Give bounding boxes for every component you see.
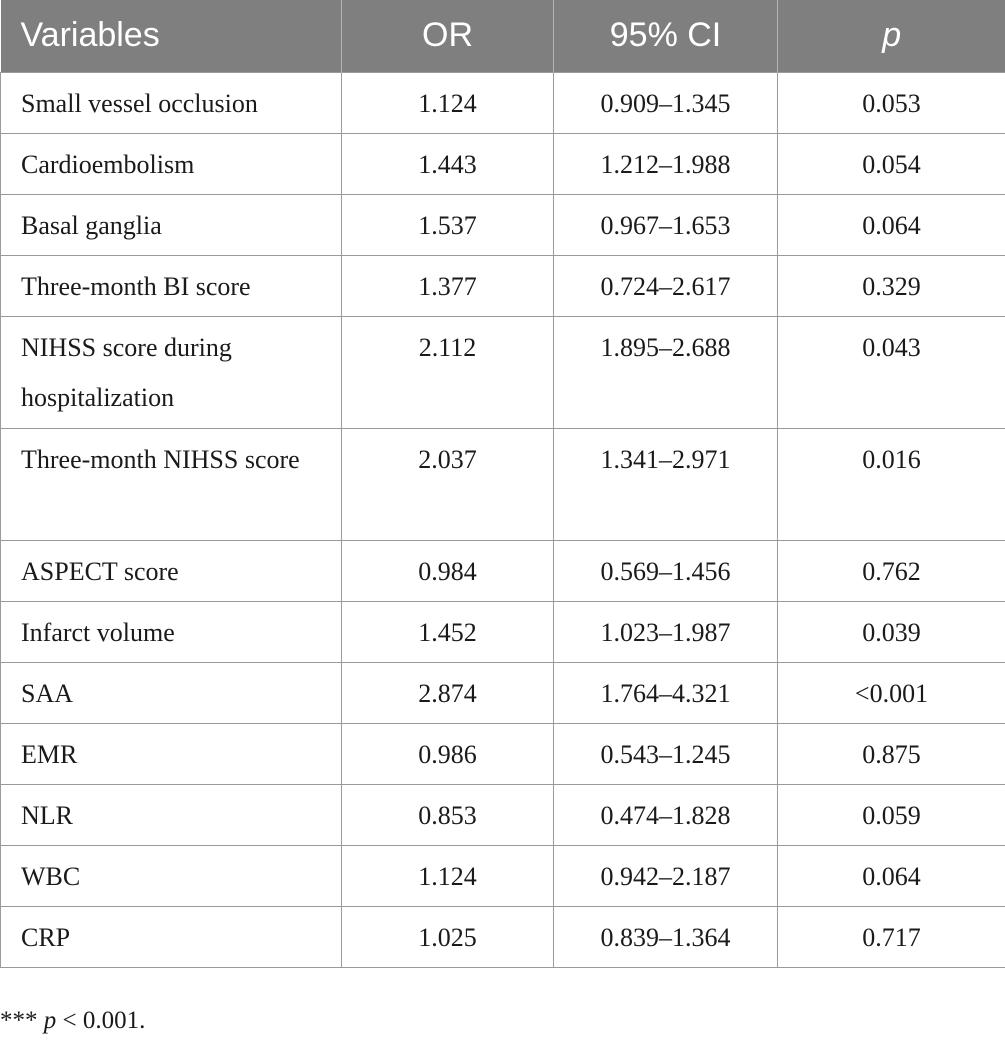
cell-p: 0.054 [778, 133, 1005, 194]
header-p: p [778, 0, 1005, 72]
cell-or: 0.986 [342, 723, 554, 784]
cell-or: 2.037 [342, 428, 554, 540]
cell-or: 1.124 [342, 845, 554, 906]
cell-ci: 0.839–1.364 [554, 906, 778, 967]
cell-or: 1.377 [342, 255, 554, 316]
header-ci: 95% CI [554, 0, 778, 72]
cell-or: 1.124 [342, 72, 554, 133]
cell-p: 0.717 [778, 906, 1005, 967]
cell-ci: 1.341–2.971 [554, 428, 778, 540]
cell-variable: ASPECT score [1, 540, 342, 601]
cell-p: <0.001 [778, 662, 1005, 723]
cell-ci: 0.543–1.245 [554, 723, 778, 784]
table-row [1, 906, 1005, 967]
cell-ci: 0.569–1.456 [554, 540, 778, 601]
cell-ci: 0.909–1.345 [554, 72, 778, 133]
table-row [1, 540, 1005, 601]
cell-variable: WBC [1, 845, 342, 906]
table-row [1, 255, 1005, 316]
cell-p: 0.059 [778, 784, 1005, 845]
cell-variable: Three-month BI score [1, 255, 342, 316]
cell-p: 0.762 [778, 540, 1005, 601]
cell-ci: 0.724–2.617 [554, 255, 778, 316]
cell-ci: 1.895–2.688 [554, 316, 778, 428]
table-row [1, 723, 1005, 784]
cell-variable: EMR [1, 723, 342, 784]
table-row [1, 845, 1005, 906]
table-row [1, 133, 1005, 194]
cell-ci: 0.942–2.187 [554, 845, 778, 906]
table-row [1, 428, 1005, 540]
cell-ci: 1.212–1.988 [554, 133, 778, 194]
cell-ci: 0.474–1.828 [554, 784, 778, 845]
cell-or: 0.984 [342, 540, 554, 601]
cell-p: 0.329 [778, 255, 1005, 316]
cell-variable: Infarct volume [1, 601, 342, 662]
cell-p: 0.043 [778, 316, 1005, 428]
footnote-p-symbol: p [43, 1007, 57, 1034]
cell-or: 0.853 [342, 784, 554, 845]
cell-ci: 0.967–1.653 [554, 194, 778, 255]
cell-variable: Basal ganglia [1, 194, 342, 255]
cell-or: 2.874 [342, 662, 554, 723]
cell-variable: Cardioembolism [1, 133, 342, 194]
footnote-text: < 0.001. [62, 1007, 146, 1034]
cell-ci: 1.764–4.321 [554, 662, 778, 723]
cell-p: 0.875 [778, 723, 1005, 784]
cell-p: 0.064 [778, 845, 1005, 906]
cell-variable: NLR [1, 784, 342, 845]
cell-variable: Small vessel occlusion [1, 72, 342, 133]
header-or: OR [342, 0, 554, 72]
cell-p: 0.064 [778, 194, 1005, 255]
cell-p: 0.039 [778, 601, 1005, 662]
header-variables: Variables [20, 16, 160, 55]
table-row [1, 316, 1005, 428]
cell-variable: CRP [1, 906, 342, 967]
cell-variable: Three-month NIHSS score [1, 428, 342, 540]
table-row [1, 72, 1005, 133]
table-row [1, 601, 1005, 662]
table-row [1, 784, 1005, 845]
table-row [1, 194, 1005, 255]
table-footnote [0, 1007, 145, 1035]
cell-p: 0.016 [778, 428, 1005, 540]
cell-or: 1.443 [342, 133, 554, 194]
footnote-stars: *** [0, 1007, 38, 1034]
cell-or: 2.112 [342, 316, 554, 428]
cell-or: 1.025 [342, 906, 554, 967]
cell-ci: 1.023–1.987 [554, 601, 778, 662]
table-row [1, 662, 1005, 723]
table-header-row [1, 0, 1005, 72]
cell-variable: NIHSS score during hospitalization [1, 316, 342, 428]
cell-or: 1.537 [342, 194, 554, 255]
cell-variable: SAA [1, 662, 342, 723]
cell-p: 0.053 [778, 72, 1005, 133]
cell-or: 1.452 [342, 601, 554, 662]
